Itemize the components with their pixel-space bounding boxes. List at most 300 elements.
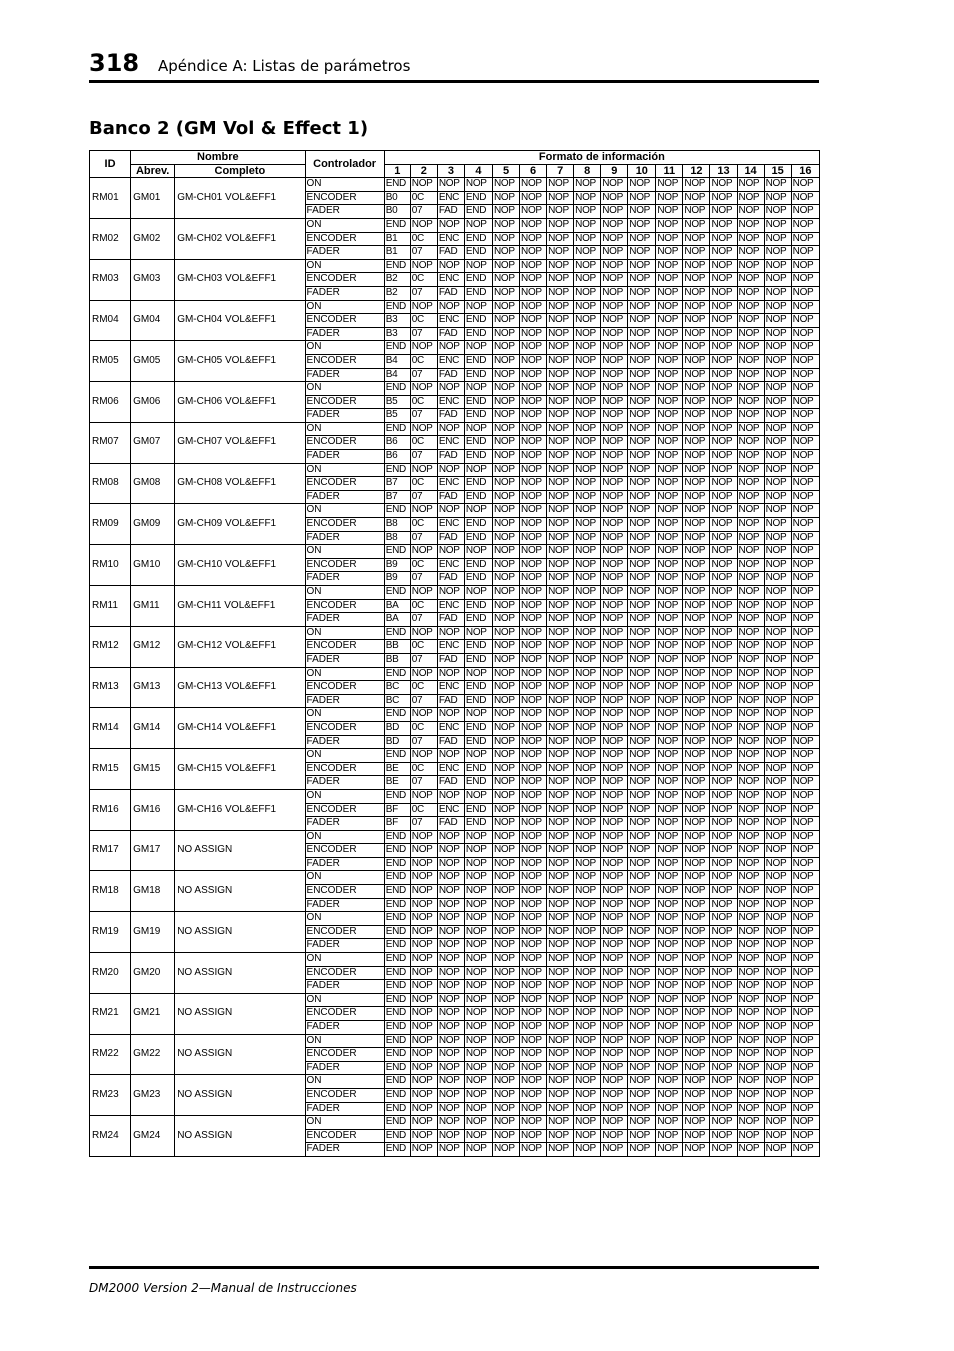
format-cell: NOP [764, 368, 791, 382]
format-cell: NOP [437, 1116, 464, 1130]
format-cell: NOP [520, 925, 547, 939]
table-row [90, 259, 820, 273]
row-controller: ON [305, 953, 384, 967]
format-cell: NOP [683, 382, 710, 396]
format-cell: NOP [737, 1048, 764, 1062]
format-cell: NOP [492, 776, 519, 790]
format-cell: NOP [683, 830, 710, 844]
format-cell: NOP [601, 830, 628, 844]
format-cell: 07 [410, 246, 437, 260]
format-cell: BB [384, 653, 410, 667]
row-abrev: GM19 [131, 912, 175, 953]
format-cell: 0C [410, 721, 437, 735]
format-cell: NOP [520, 898, 547, 912]
format-cell: NOP [601, 953, 628, 967]
format-cell: NOP [791, 490, 819, 504]
format-cell: NOP [656, 178, 683, 192]
format-cell: NOP [791, 422, 819, 436]
format-cell: END [384, 1143, 410, 1157]
table-row [90, 422, 820, 436]
format-cell: END [464, 232, 492, 246]
format-cell: NOP [464, 939, 492, 953]
format-cell: NOP [437, 259, 464, 273]
format-cell: NOP [547, 1116, 574, 1130]
format-cell: NOP [547, 1007, 574, 1021]
format-cell: END [384, 749, 410, 763]
format-cell: B3 [384, 327, 410, 341]
format-cell: NOP [791, 830, 819, 844]
format-cell: NOP [764, 273, 791, 287]
format-cell: NOP [464, 178, 492, 192]
format-cell: END [384, 980, 410, 994]
format-cell: NOP [683, 735, 710, 749]
row-full-name: NO ASSIGN [175, 830, 305, 871]
format-cell: NOP [410, 953, 437, 967]
row-abrev: GM08 [131, 463, 175, 504]
format-cell: NOP [520, 667, 547, 681]
format-cell: NOP [683, 640, 710, 654]
format-cell: NOP [710, 993, 737, 1007]
format-cell: NOP [601, 1007, 628, 1021]
format-cell: NOP [492, 504, 519, 518]
format-cell: NOP [737, 871, 764, 885]
format-cell: NOP [683, 653, 710, 667]
format-cell: NOP [737, 694, 764, 708]
format-cell: NOP [628, 545, 656, 559]
format-cell: NOP [683, 545, 710, 559]
format-cell: NOP [574, 490, 601, 504]
format-cell: B0 [384, 205, 410, 219]
format-cell: END [384, 898, 410, 912]
format-cell: NOP [791, 409, 819, 423]
row-full-name: GM-CH04 VOL&EFF1 [175, 300, 305, 341]
format-cell: NOP [764, 667, 791, 681]
row-controller: ENCODER [305, 721, 384, 735]
row-controller: ENCODER [305, 477, 384, 491]
row-controller: FADER [305, 450, 384, 464]
format-cell: NOP [764, 1048, 791, 1062]
row-id: RM03 [90, 259, 131, 300]
format-cell: NOP [547, 1102, 574, 1116]
format-cell: NOP [791, 1143, 819, 1157]
format-cell: NOP [791, 572, 819, 586]
format-col-header: 10 [628, 164, 656, 178]
format-cell: NOP [683, 681, 710, 695]
format-cell: NOP [547, 259, 574, 273]
row-full-name: GM-CH15 VOL&EFF1 [175, 749, 305, 790]
row-abrev: GM15 [131, 749, 175, 790]
format-cell: NOP [601, 885, 628, 899]
format-cell: NOP [791, 395, 819, 409]
format-cell: NOP [656, 191, 683, 205]
format-cell: NOP [737, 382, 764, 396]
format-cell: END [384, 545, 410, 559]
format-cell: NOP [791, 1102, 819, 1116]
format-cell: NOP [683, 626, 710, 640]
format-cell: NOP [410, 912, 437, 926]
format-cell: END [464, 273, 492, 287]
format-cell: NOP [547, 694, 574, 708]
format-cell: NOP [520, 803, 547, 817]
format-cell: NOP [628, 749, 656, 763]
format-cell: NOP [710, 504, 737, 518]
format-cell: NOP [601, 259, 628, 273]
col-abrev-header: Abrev. [131, 164, 175, 178]
format-cell: NOP [737, 463, 764, 477]
format-cell: NOP [437, 586, 464, 600]
format-cell: NOP [492, 558, 519, 572]
format-cell: NOP [601, 450, 628, 464]
format-cell: NOP [791, 246, 819, 260]
format-cell: NOP [492, 382, 519, 396]
format-cell: END [464, 246, 492, 260]
row-controller: ON [305, 300, 384, 314]
format-cell: ENC [437, 191, 464, 205]
format-cell: NOP [628, 953, 656, 967]
format-cell: NOP [737, 490, 764, 504]
format-cell: NOP [574, 1075, 601, 1089]
format-cell: NOP [520, 191, 547, 205]
format-cell: NOP [574, 871, 601, 885]
format-cell: NOP [601, 681, 628, 695]
row-controller: ON [305, 1034, 384, 1048]
format-cell: NOP [710, 1075, 737, 1089]
format-cell: NOP [683, 1048, 710, 1062]
format-cell: NOP [574, 817, 601, 831]
format-cell: 0C [410, 191, 437, 205]
format-cell: NOP [656, 422, 683, 436]
row-controller: ENCODER [305, 395, 384, 409]
format-cell: NOP [601, 504, 628, 518]
format-cell: END [384, 178, 410, 192]
format-cell: NOP [547, 1143, 574, 1157]
format-cell: NOP [464, 1061, 492, 1075]
format-cell: NOP [464, 463, 492, 477]
table-row [90, 1116, 820, 1130]
format-cell: NOP [410, 966, 437, 980]
format-cell: NOP [656, 871, 683, 885]
format-cell: NOP [710, 789, 737, 803]
format-cell: NOP [601, 327, 628, 341]
format-cell: NOP [737, 246, 764, 260]
format-cell: NOP [547, 531, 574, 545]
format-cell: NOP [656, 1143, 683, 1157]
format-cell: NOP [437, 382, 464, 396]
row-controller: FADER [305, 898, 384, 912]
format-cell: NOP [547, 789, 574, 803]
format-cell: NOP [628, 653, 656, 667]
format-cell: NOP [791, 966, 819, 980]
format-cell: NOP [437, 980, 464, 994]
format-cell: NOP [464, 1048, 492, 1062]
format-cell: NOP [737, 1129, 764, 1143]
format-cell: END [464, 531, 492, 545]
format-cell: NOP [737, 613, 764, 627]
format-cell: NOP [574, 341, 601, 355]
format-cell: NOP [601, 558, 628, 572]
format-cell: NOP [656, 246, 683, 260]
format-cell: NOP [574, 762, 601, 776]
format-col-header: 12 [683, 164, 710, 178]
format-cell: NOP [764, 286, 791, 300]
format-cell: END [384, 708, 410, 722]
row-abrev: GM06 [131, 382, 175, 423]
row-controller: ON [305, 463, 384, 477]
format-cell: NOP [547, 871, 574, 885]
format-cell: ENC [437, 721, 464, 735]
row-controller: ON [305, 1116, 384, 1130]
format-cell: NOP [710, 939, 737, 953]
format-cell: NOP [656, 885, 683, 899]
format-cell: NOP [464, 1007, 492, 1021]
format-cell: NOP [601, 1102, 628, 1116]
format-cell: NOP [683, 857, 710, 871]
format-cell: NOP [791, 1034, 819, 1048]
table-row [90, 953, 820, 967]
format-cell: NOP [791, 1129, 819, 1143]
format-cell: NOP [410, 504, 437, 518]
format-cell: NOP [520, 572, 547, 586]
row-controller: ENCODER [305, 803, 384, 817]
format-cell: NOP [601, 776, 628, 790]
format-cell: 07 [410, 409, 437, 423]
format-cell: NOP [437, 422, 464, 436]
format-cell: NOP [791, 191, 819, 205]
format-cell: END [384, 885, 410, 899]
format-cell: NOP [464, 300, 492, 314]
format-cell: NOP [737, 953, 764, 967]
table-row [90, 1075, 820, 1089]
format-cell: NOP [737, 1116, 764, 1130]
format-cell: NOP [547, 436, 574, 450]
format-cell: NOP [656, 273, 683, 287]
header-rule [89, 80, 819, 83]
format-cell: END [384, 504, 410, 518]
format-cell: NOP [656, 531, 683, 545]
table-row [90, 708, 820, 722]
format-cell: NOP [628, 314, 656, 328]
format-cell: NOP [520, 178, 547, 192]
format-cell: NOP [492, 681, 519, 695]
format-cell: NOP [683, 327, 710, 341]
format-cell: NOP [464, 980, 492, 994]
format-cell: NOP [656, 762, 683, 776]
format-cell: NOP [628, 1102, 656, 1116]
format-cell: NOP [737, 1075, 764, 1089]
format-cell: NOP [547, 681, 574, 695]
format-cell: END [384, 789, 410, 803]
format-cell: NOP [410, 980, 437, 994]
format-cell: NOP [410, 382, 437, 396]
format-cell: NOP [791, 273, 819, 287]
format-cell: NOP [737, 925, 764, 939]
format-cell: NOP [656, 721, 683, 735]
format-cell: NOP [737, 273, 764, 287]
row-controller: ON [305, 912, 384, 926]
format-cell: NOP [492, 1007, 519, 1021]
format-cell: NOP [410, 422, 437, 436]
row-controller: FADER [305, 246, 384, 260]
format-cell: NOP [764, 1129, 791, 1143]
page-number: 318 [89, 49, 140, 77]
format-cell: NOP [628, 368, 656, 382]
format-cell: NOP [547, 191, 574, 205]
format-cell: NOP [437, 504, 464, 518]
format-cell: NOP [656, 966, 683, 980]
format-cell: NOP [574, 273, 601, 287]
row-controller: ENCODER [305, 558, 384, 572]
format-cell: NOP [656, 653, 683, 667]
row-controller: ENCODER [305, 966, 384, 980]
format-cell: B9 [384, 572, 410, 586]
format-cell: NOP [574, 1129, 601, 1143]
format-cell: NOP [492, 286, 519, 300]
format-cell: NOP [656, 1048, 683, 1062]
format-cell: NOP [520, 1102, 547, 1116]
format-cell: NOP [737, 300, 764, 314]
format-cell: NOP [437, 1048, 464, 1062]
format-cell: NOP [492, 1129, 519, 1143]
format-cell: NOP [437, 1061, 464, 1075]
format-cell: B0 [384, 191, 410, 205]
format-cell: NOP [574, 531, 601, 545]
format-cell: NOP [791, 885, 819, 899]
format-cell: NOP [601, 898, 628, 912]
format-cell: NOP [710, 871, 737, 885]
format-cell: NOP [492, 1116, 519, 1130]
format-cell: NOP [683, 1075, 710, 1089]
format-cell: NOP [520, 1075, 547, 1089]
format-cell: NOP [601, 980, 628, 994]
format-cell: NOP [791, 626, 819, 640]
format-cell: NOP [437, 545, 464, 559]
format-cell: NOP [710, 191, 737, 205]
format-cell: NOP [547, 572, 574, 586]
format-cell: NOP [791, 368, 819, 382]
format-cell: NOP [791, 762, 819, 776]
format-cell: NOP [437, 871, 464, 885]
format-cell: NOP [737, 191, 764, 205]
format-cell: NOP [710, 776, 737, 790]
format-cell: NOP [574, 1143, 601, 1157]
format-cell: NOP [737, 653, 764, 667]
format-cell: NOP [791, 477, 819, 491]
format-cell: NOP [656, 368, 683, 382]
row-controller: ON [305, 259, 384, 273]
format-cell: NOP [628, 259, 656, 273]
format-cell: NOP [737, 1034, 764, 1048]
format-cell: NOP [791, 558, 819, 572]
format-cell: BF [384, 803, 410, 817]
format-cell: NOP [683, 477, 710, 491]
format-cell: NOP [628, 286, 656, 300]
format-cell: NOP [492, 708, 519, 722]
format-cell: NOP [574, 395, 601, 409]
format-cell: NOP [601, 300, 628, 314]
format-cell: NOP [520, 300, 547, 314]
row-id: RM15 [90, 749, 131, 790]
format-cell: NOP [628, 1075, 656, 1089]
format-cell: NOP [464, 586, 492, 600]
format-cell: NOP [656, 1116, 683, 1130]
format-cell: NOP [628, 1116, 656, 1130]
format-cell: NOP [791, 1088, 819, 1102]
format-cell: NOP [464, 667, 492, 681]
format-cell: NOP [683, 558, 710, 572]
format-cell: NOP [737, 626, 764, 640]
format-cell: NOP [492, 422, 519, 436]
format-cell: NOP [492, 953, 519, 967]
format-cell: FAD [437, 490, 464, 504]
footer-text: DM2000 Version 2—Manual de Instrucciones [89, 1281, 357, 1295]
format-cell: NOP [791, 694, 819, 708]
format-cell: END [464, 762, 492, 776]
format-cell: NOP [656, 776, 683, 790]
format-cell: NOP [547, 885, 574, 899]
row-controller: ON [305, 871, 384, 885]
format-cell: NOP [547, 803, 574, 817]
table-row [90, 218, 820, 232]
format-cell: NOP [410, 993, 437, 1007]
format-cell: FAD [437, 409, 464, 423]
format-cell: NOP [710, 422, 737, 436]
format-col-header: 14 [737, 164, 764, 178]
format-cell: NOP [437, 885, 464, 899]
row-full-name: GM-CH06 VOL&EFF1 [175, 382, 305, 423]
format-cell: NOP [492, 1102, 519, 1116]
format-cell: NOP [791, 925, 819, 939]
format-cell: NOP [683, 1143, 710, 1157]
format-cell: NOP [410, 708, 437, 722]
row-abrev: GM10 [131, 545, 175, 586]
format-cell: FAD [437, 368, 464, 382]
col-name-header: Nombre [131, 151, 305, 165]
format-cell: NOP [601, 1061, 628, 1075]
format-cell: NOP [737, 776, 764, 790]
format-cell: NOP [683, 463, 710, 477]
format-cell: NOP [791, 205, 819, 219]
format-cell: NOP [410, 586, 437, 600]
format-cell: NOP [547, 395, 574, 409]
format-cell: NOP [683, 1129, 710, 1143]
format-cell: NOP [791, 721, 819, 735]
row-id: RM21 [90, 993, 131, 1034]
format-cell: NOP [656, 490, 683, 504]
format-cell: NOP [683, 191, 710, 205]
format-cell: NOP [710, 368, 737, 382]
format-cell: NOP [547, 586, 574, 600]
format-cell: END [384, 844, 410, 858]
format-cell: NOP [492, 409, 519, 423]
format-cell: NOP [464, 844, 492, 858]
format-cell: NOP [601, 762, 628, 776]
format-cell: NOP [764, 803, 791, 817]
row-controller: FADER [305, 205, 384, 219]
format-cell: NOP [764, 436, 791, 450]
format-cell: NOP [628, 599, 656, 613]
format-cell: NOP [710, 259, 737, 273]
format-cell: NOP [628, 735, 656, 749]
format-cell: NOP [601, 735, 628, 749]
format-cell: NOP [492, 178, 519, 192]
format-cell: NOP [628, 762, 656, 776]
format-cell: NOP [601, 803, 628, 817]
format-cell: NOP [520, 1007, 547, 1021]
row-controller: ON [305, 545, 384, 559]
row-id: RM20 [90, 953, 131, 994]
format-cell: NOP [410, 1007, 437, 1021]
format-cell: NOP [574, 286, 601, 300]
